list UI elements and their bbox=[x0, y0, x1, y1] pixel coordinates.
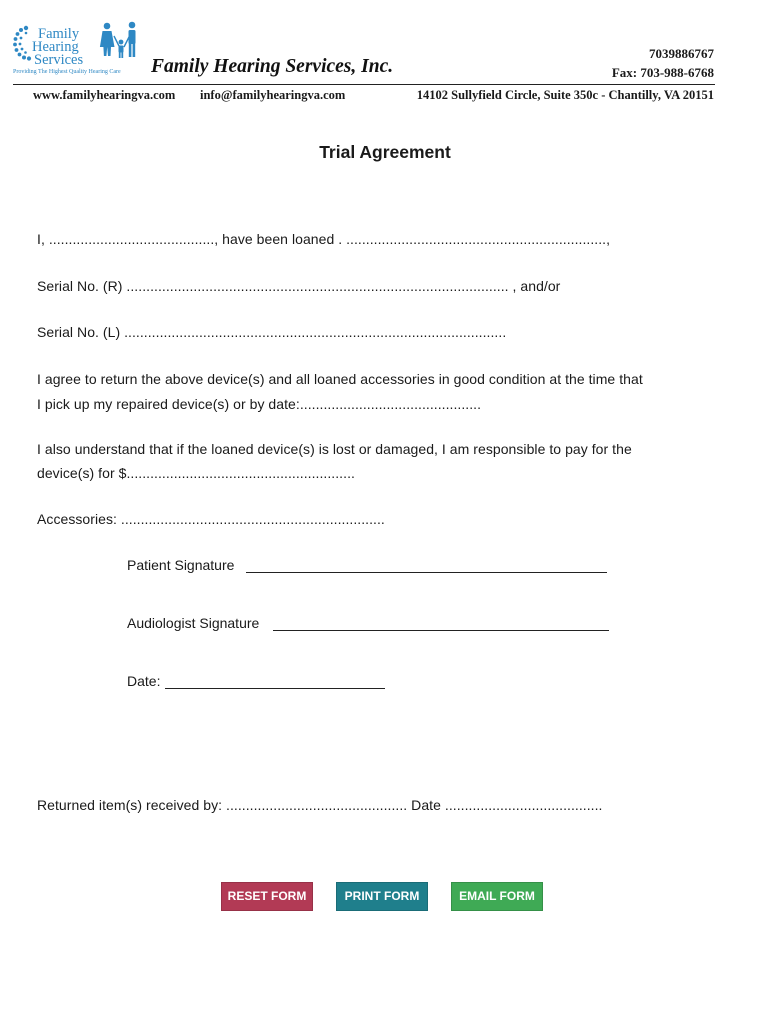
audiologist-signature-line[interactable] bbox=[273, 630, 609, 631]
loaned-device-field[interactable]: I, .........................................., have been loaned . .................................................................., bbox=[37, 231, 611, 247]
phone-number: 7039886767 bbox=[649, 46, 714, 61]
accessories-field[interactable]: Accessories: ................................................................... bbox=[37, 511, 385, 527]
company-name: Family Hearing Services, Inc. bbox=[151, 56, 394, 77]
audiologist-signature-label: Audiologist Signature bbox=[127, 615, 260, 631]
return-date-field[interactable]: I pick up my repaired device(s) or by date:.............................................. bbox=[37, 396, 482, 412]
patient-signature-line[interactable] bbox=[246, 572, 607, 573]
date-label: Date: bbox=[127, 673, 161, 689]
logo-text-hearing: Hearing bbox=[32, 39, 79, 55]
date-line[interactable] bbox=[165, 688, 385, 689]
returned-items-field[interactable]: Returned item(s) received by: .............................................. Date ........................................ bbox=[37, 797, 603, 813]
serial-right-field[interactable]: Serial No. (R) ................................................................................................. , and/or bbox=[37, 278, 561, 294]
fax-number: Fax: 703-988-6768 bbox=[611, 65, 714, 80]
device-cost-field[interactable]: device(s) for $.......................................................... bbox=[37, 465, 355, 481]
email-form-button[interactable]: EMAIL FORM bbox=[451, 882, 543, 911]
website-link[interactable]: www.familyhearingva.com bbox=[33, 88, 176, 102]
agree-text-line1: I agree to return the above device(s) and all loaned accessories in good condition at the time that bbox=[37, 371, 643, 387]
company-logo bbox=[10, 18, 150, 80]
header-divider bbox=[13, 84, 715, 85]
print-form-button[interactable]: PRINT FORM bbox=[336, 882, 428, 911]
patient-signature-label: Patient Signature bbox=[127, 557, 235, 573]
serial-left-field[interactable]: Serial No. (L) ................................................................................................. bbox=[37, 324, 507, 340]
logo-tagline: Providing The Highest Quality Hearing Care bbox=[13, 69, 121, 75]
email-link[interactable]: info@familyhearingva.com bbox=[200, 88, 346, 102]
logo-text-family: Family bbox=[38, 26, 80, 42]
address: 14102 Sullyfield Circle, Suite 350c - Chantilly, VA 20151 bbox=[416, 88, 714, 102]
reset-form-button[interactable]: RESET FORM bbox=[221, 882, 313, 911]
logo-text-services: Services bbox=[34, 52, 84, 68]
understand-text-line1: I also understand that if the loaned device(s) is lost or damaged, I am responsible to pay for the bbox=[37, 441, 632, 457]
page-title: Trial Agreement bbox=[319, 142, 451, 162]
